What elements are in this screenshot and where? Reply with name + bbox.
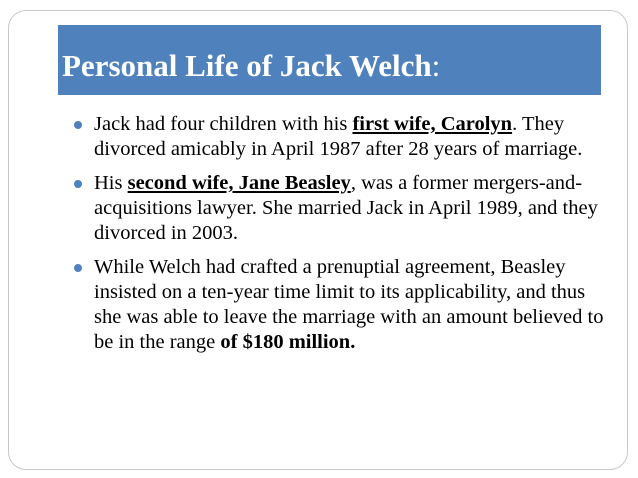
slide-title bbox=[62, 46, 440, 86]
bullet-text: Jack had four children with his bbox=[94, 113, 353, 135]
bullet-list bbox=[74, 112, 614, 364]
bullet-emphasis: first wife, Carolyn bbox=[352, 113, 513, 135]
bullet-text: His bbox=[94, 172, 128, 194]
bullet-emphasis: second wife, Jane Beasley bbox=[127, 172, 351, 194]
bullet-dot-icon bbox=[74, 180, 82, 188]
bullet-dot-icon bbox=[74, 264, 82, 272]
slide-title-text: Personal Life of Jack Welch bbox=[62, 48, 432, 83]
bullet-emphasis: of $180 million. bbox=[220, 331, 356, 353]
bullet-item bbox=[74, 112, 614, 162]
bullet-dot-icon bbox=[74, 121, 82, 129]
bullet-item bbox=[74, 171, 614, 246]
bullet-text: While Welch had crafted a prenuptial agreement, Beasley insisted on a ten-year time limit to its applicability, and thus she was able to leave the marriage with an amount believed to be in the range bbox=[94, 256, 604, 353]
bullet-text: . They divorced amicably in April 1987 after 28 years of marriage. bbox=[94, 113, 583, 160]
slide-title-colon: : bbox=[431, 48, 441, 83]
bullet-item bbox=[74, 255, 614, 355]
bullet-text: , was a former mergers-and-acquisitions lawyer. She married Jack in April 1989, and they divorced in 2003. bbox=[94, 172, 598, 244]
